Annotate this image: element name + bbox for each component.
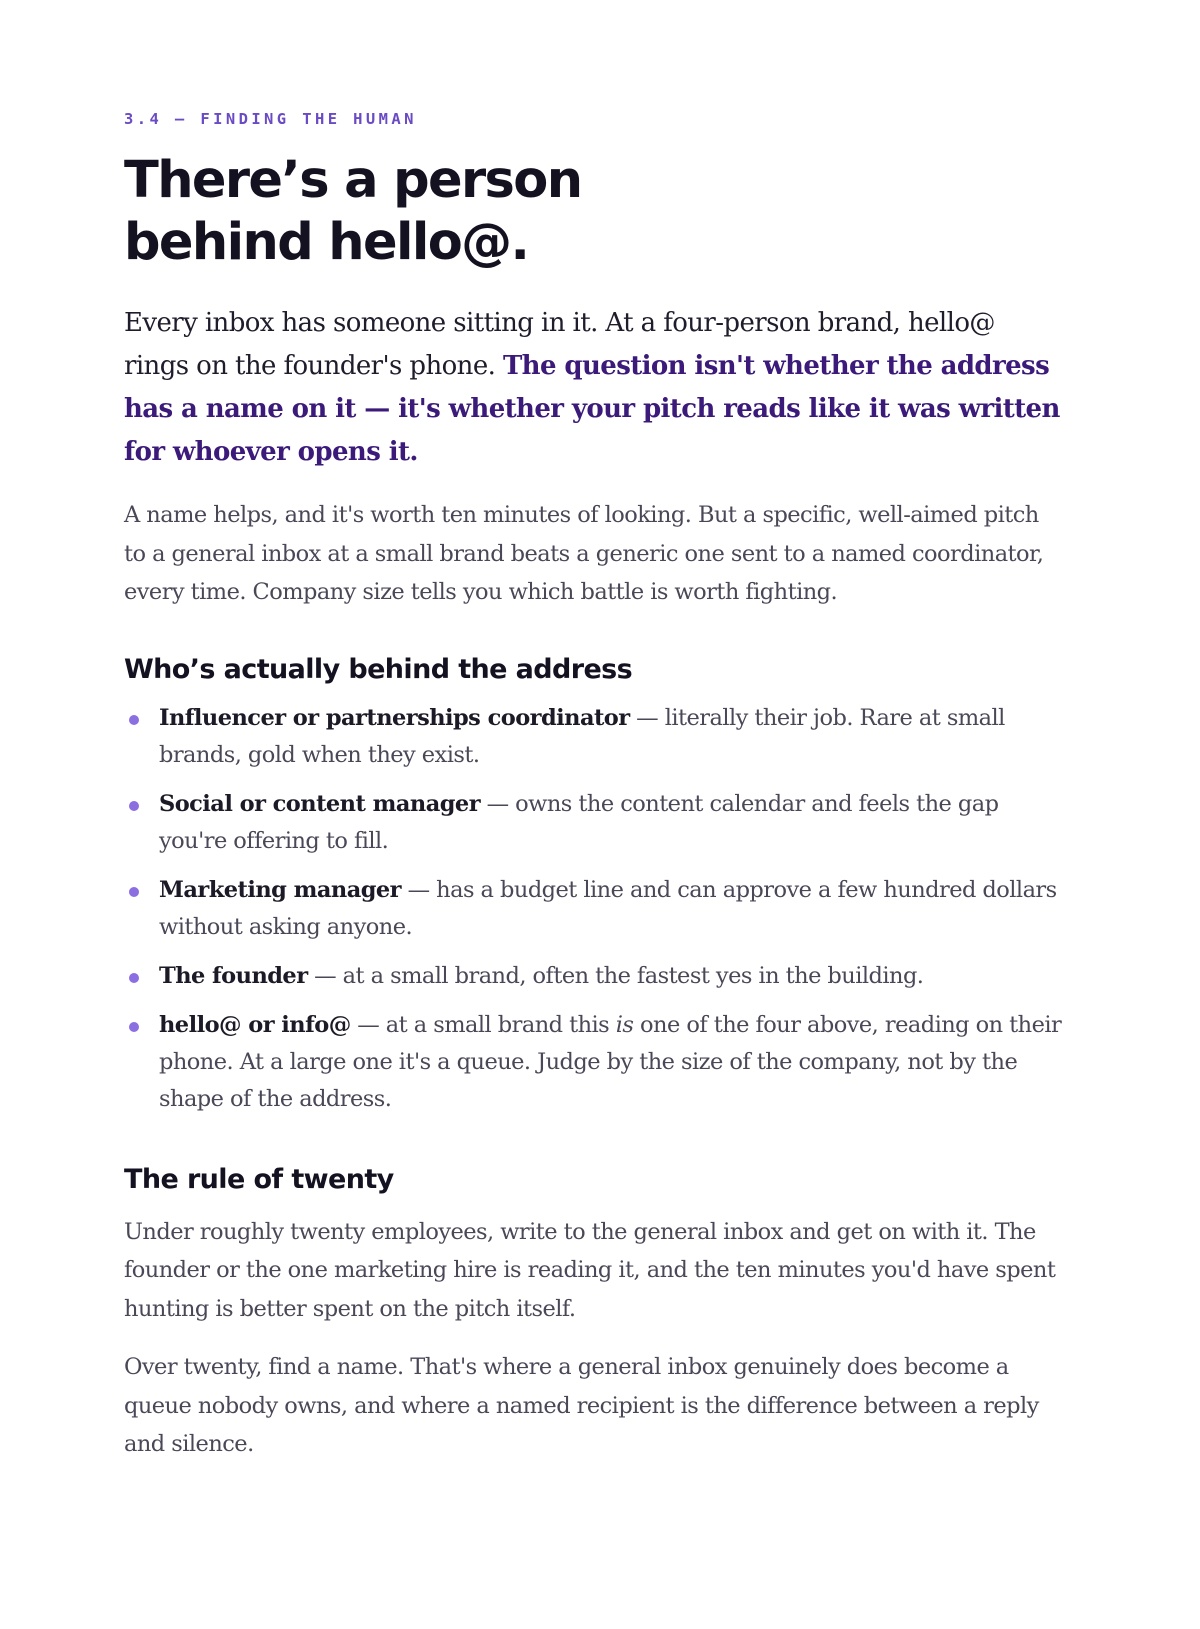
role-description: — at a small brand, often the fastest yes in the building. — [307, 962, 924, 989]
bullet-dot-icon — [129, 973, 139, 983]
rule-heading: The rule of twenty — [124, 1163, 394, 1195]
intro-paragraph: A name helps, and it's worth ten minutes of looking. But a specific, well-aimed pitch to a general inbox at a small brand beats a generic one sent to a named coordinator, every time. Company size tells you which battle is worth fighting. — [124, 502, 1044, 605]
role-term: Influencer or partnerships coordinator — [159, 704, 630, 731]
role-description-start: — at a small brand this — [350, 1011, 616, 1038]
section-eyebrow: 3.4 — FINDING THE HUMAN — [124, 110, 417, 128]
page-title-line-2: behind hello@. — [124, 213, 529, 272]
list-item — [124, 1007, 1064, 1118]
bullet-dot-icon — [129, 887, 139, 897]
lead-emphasis-text: The question isn't whether the address has a name on it — it's whether your pitch reads like it was written for whoever opens it. — [124, 351, 1060, 467]
role-description: — has a budget line and can approve a few hundred dollars without asking anyone. — [159, 876, 1057, 940]
role-term: The founder — [159, 962, 308, 989]
document-page — [124, 108, 1064, 1464]
rule-paragraph-2: Over twenty, find a name. That's where a general inbox genuinely does become a queue nobody owns, and where a named recipient is the difference between a reply and silence. — [124, 1354, 1039, 1457]
lead-paragraph — [124, 302, 1064, 474]
bullet-dot-icon — [129, 801, 139, 811]
role-description-end: one of the four above, reading on their phone. At a large one it's a queue. Judge by the size of the company, not by the shape of the address. — [159, 1011, 1062, 1112]
page-title-line-1: There’s a person — [124, 151, 582, 210]
roles-list — [124, 700, 1064, 1118]
role-description: — literally their job. Rare at small brands, gold when they exist. — [159, 704, 1005, 768]
bullet-dot-icon — [129, 715, 139, 725]
list-item — [124, 786, 1064, 860]
list-item — [124, 700, 1064, 774]
list-item — [124, 872, 1064, 946]
lead-plain-text: Every inbox has someone sitting in it. At a four-person brand, hello@ rings on the founder's phone. — [124, 308, 995, 381]
list-item — [124, 958, 1064, 995]
page-title — [124, 150, 1064, 274]
role-term: Marketing manager — [159, 876, 401, 903]
role-description-emphasis: is — [615, 1011, 634, 1038]
role-term: hello@ or info@ — [159, 1011, 351, 1038]
rule-paragraph-1: Under roughly twenty employees, write to the general inbox and get on with it. The founder or the one marketing hire is reading it, and the ten minutes you'd have spent hunting is better spent on the pitch itself. — [124, 1218, 1056, 1322]
bullet-dot-icon — [129, 1022, 139, 1032]
role-description: — owns the content calendar and feels the gap you're offering to fill. — [159, 790, 999, 854]
roles-heading: Who’s actually behind the address — [124, 653, 633, 685]
role-term: Social or content manager — [159, 790, 480, 817]
